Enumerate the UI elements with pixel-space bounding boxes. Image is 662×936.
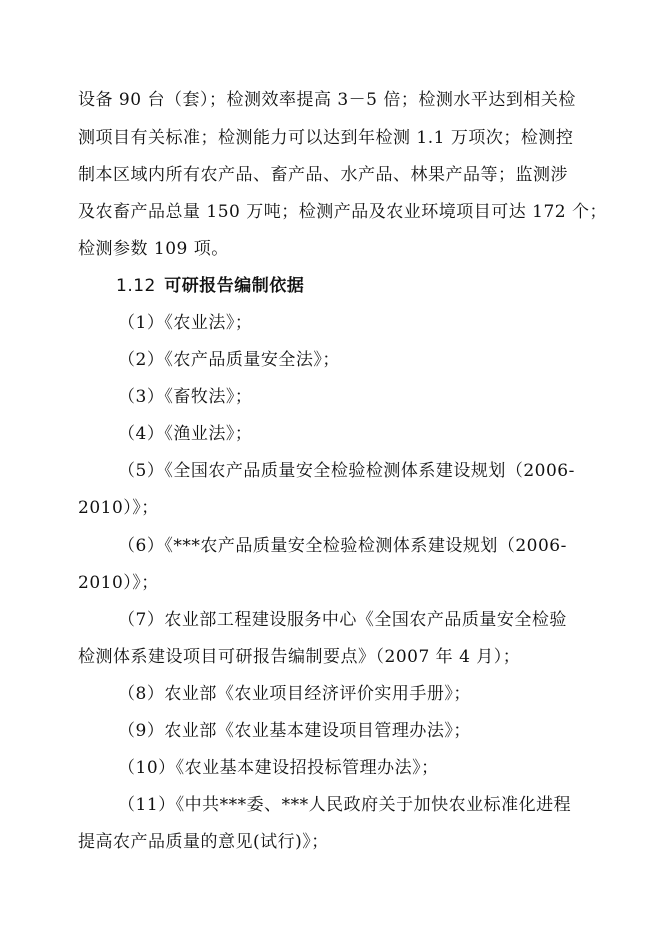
reference-item: （4）《渔业法》；	[118, 424, 253, 444]
section-title: 可研报告编制依据	[164, 276, 305, 296]
reference-item: （5）《全国农产品质量安全检验检测体系建设规划（2006-	[118, 461, 575, 481]
paragraph-line: 检测参数 109 项。	[78, 239, 229, 259]
reference-item: （6）《***农产品质量安全检验检测体系建设规划（2006-	[118, 536, 567, 556]
paragraph-line: 设备 90 台（套）；检测效率提高 3－5 倍；检测水平达到相关检	[78, 90, 576, 110]
reference-item-continuation: 2010）》；	[78, 498, 159, 518]
paragraph-line: 制本区域内所有农产品、畜产品、水产品、林果产品等；监测涉	[78, 165, 568, 185]
reference-item: （2）《农产品质量安全法》；	[118, 350, 340, 370]
reference-item-continuation: 2010）》；	[78, 573, 159, 593]
reference-item: （7）农业部工程建设服务中心《全国农产品质量安全检验	[118, 610, 567, 630]
reference-item: （8）农业部《农业项目经济评价实用手册》；	[118, 684, 471, 704]
paragraph-line: 测项目有关标准；检测能力可以达到年检测 1.1 万项次；检测控	[78, 128, 574, 148]
section-heading	[116, 274, 626, 298]
reference-item: （9）农业部《农业基本建设项目管理办法》；	[118, 721, 471, 741]
paragraph-line: 及农畜产品总量 150 万吨；检测产品及农业环境项目可达 172 个；	[78, 202, 608, 222]
reference-item: （1）《农业法》；	[118, 313, 253, 333]
section-number: 1.12	[116, 276, 156, 296]
reference-item: （10）《农业基本建设招投标管理办法》；	[118, 758, 439, 778]
reference-item-continuation: 检测体系建设项目可研报告编制要点》（2007 年 4 月）；	[78, 647, 521, 667]
reference-item: （11）《中共***委、***人民政府关于加快农业标准化进程	[118, 795, 572, 815]
reference-item-continuation: 提高农产品质量的意见(试行)》；	[78, 832, 329, 852]
reference-item: （3）《畜牧法》；	[118, 387, 253, 407]
